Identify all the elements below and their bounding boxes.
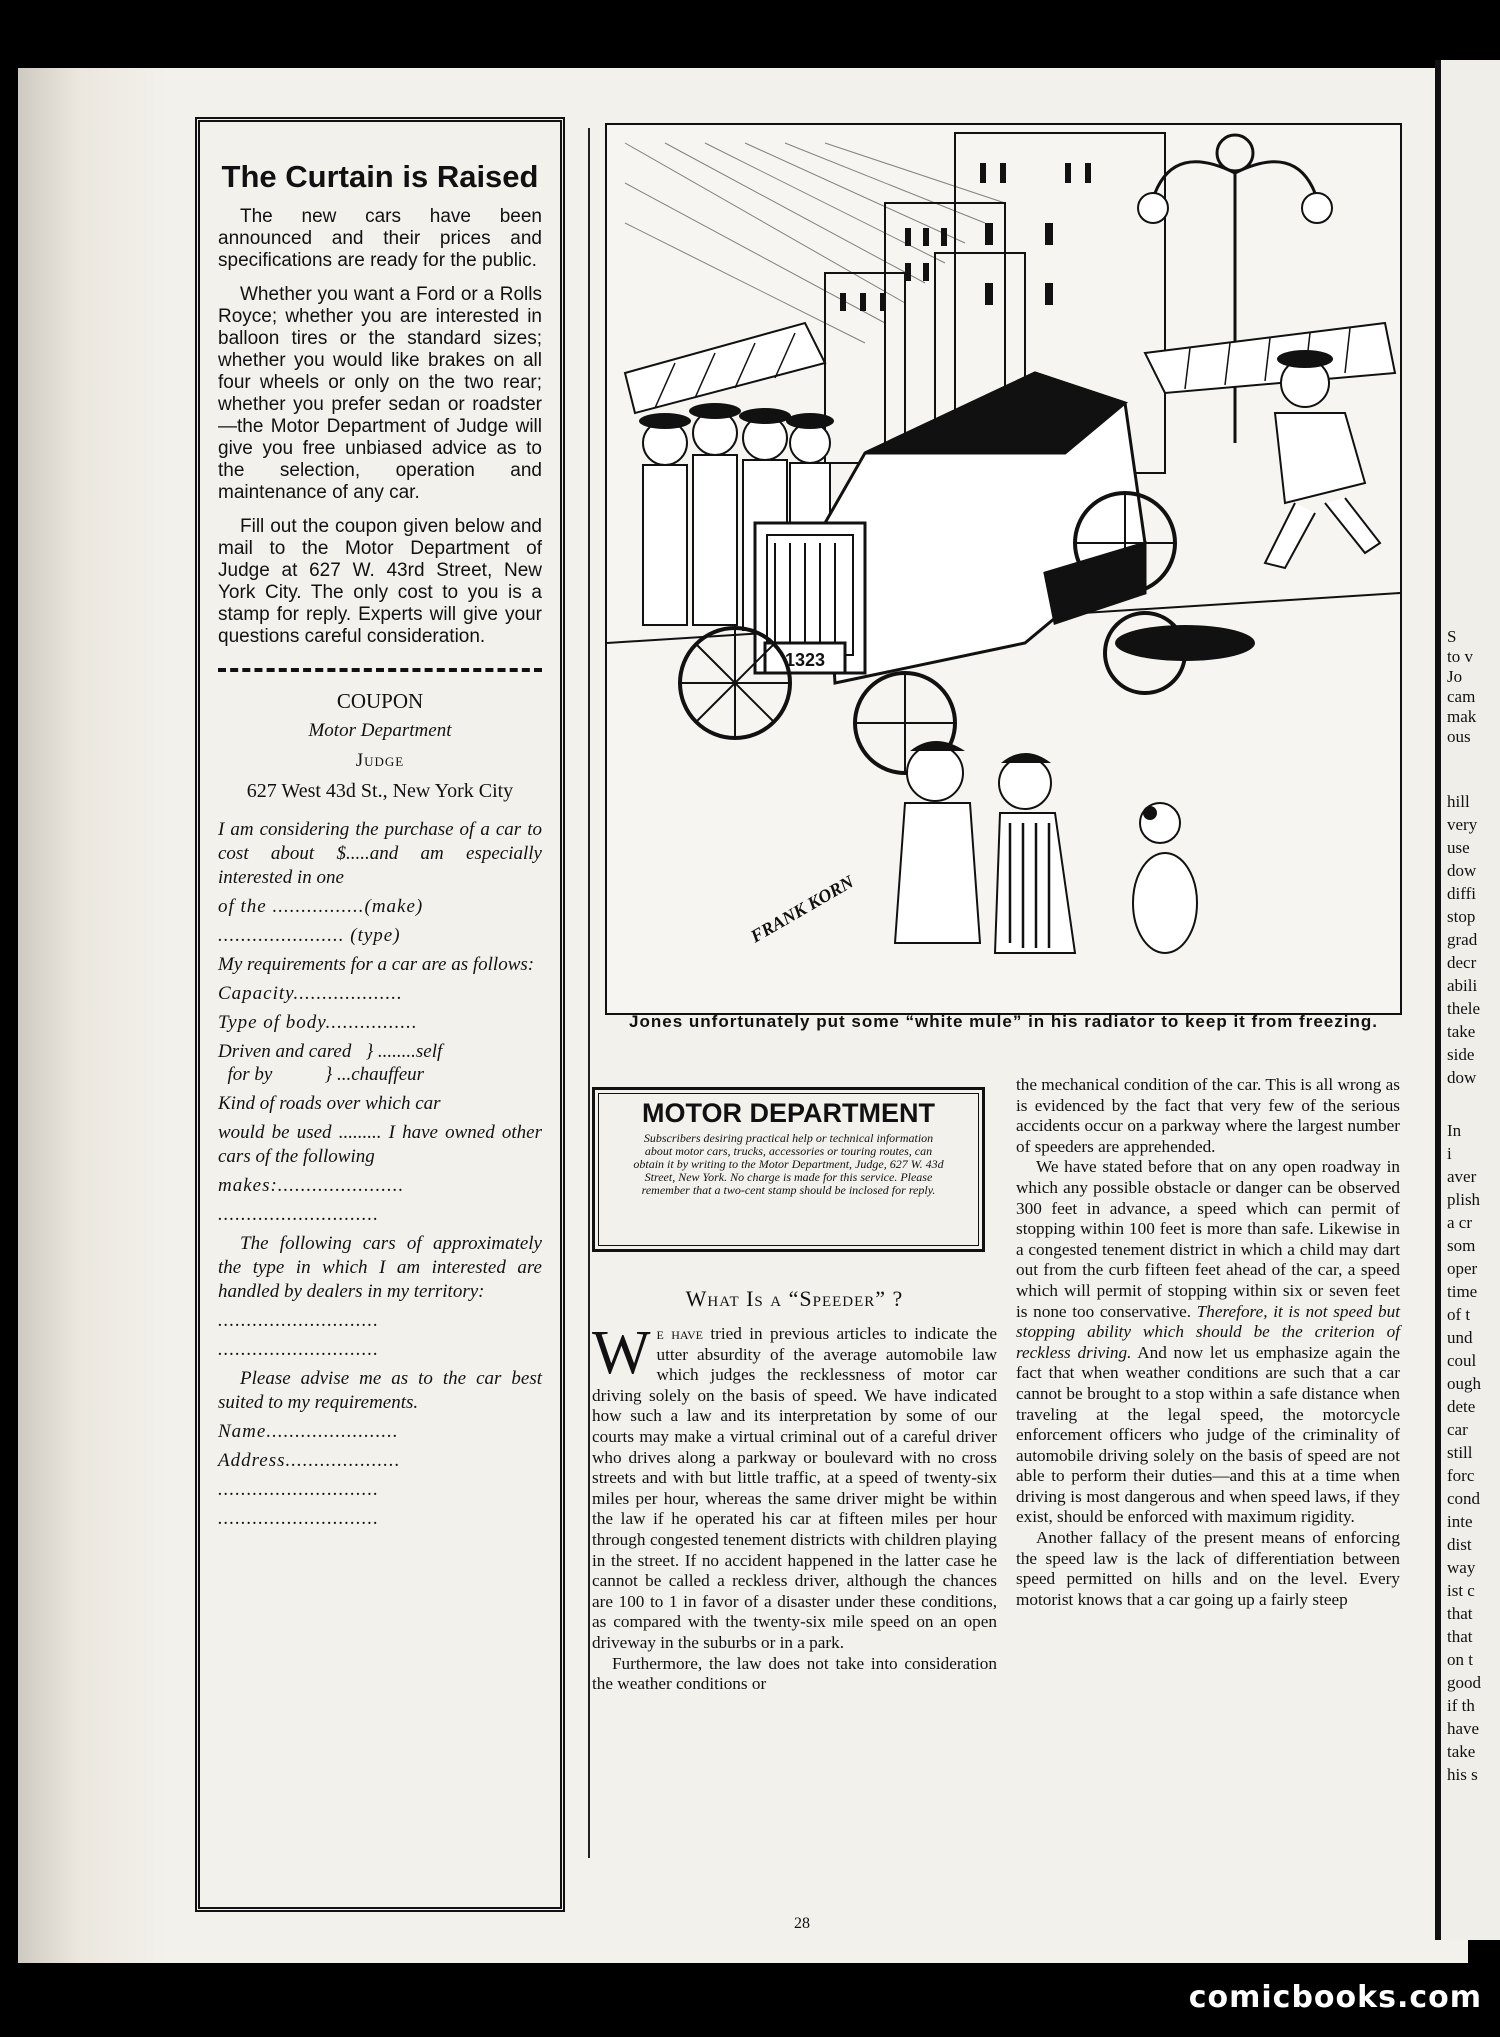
right-page-text-fragment: good (1447, 1673, 1481, 1692)
motor-department-notice: Subscribers desiring practical help or technical information about motor cars, trucks, accessories or touring routes, can obtain it by writing to the Motor Department, Judge, 627 W. 43d Street, New York. No charge is made for this service. Please remember that a two-cent stamp should be inclosed for reply. (633, 1131, 944, 1197)
right-page-text-fragment: mak (1447, 707, 1477, 726)
article-paragraph-4-emphasis: Therefore, it is not speed but stopping ability which should be the criterion of reckless driving. (1016, 1301, 1400, 1362)
cartoon-illustration (605, 123, 1402, 1015)
right-page-text-fragment: very (1447, 815, 1478, 834)
form-address-field-2[interactable]: ............................ (218, 1479, 379, 1500)
coupon-title: COUPON (336, 689, 424, 713)
right-page-text-fragment: that (1447, 1604, 1473, 1623)
right-page-text-fragment: if th (1447, 1696, 1475, 1715)
right-page-text-fragment: thele (1447, 999, 1481, 1018)
right-page-text-fragment: of t (1447, 1305, 1471, 1324)
ad-paragraph-1: The new cars have been announced and their prices and specifications are ready for the public. (218, 206, 542, 271)
form-dealers-field-2[interactable]: ............................ (218, 1339, 379, 1360)
right-page-text-fragment: som (1447, 1236, 1476, 1255)
article-column-2 (1016, 1075, 1400, 1610)
article-paragraph-3: the mechanical condition of the car. This is all wrong as is evidenced by the fact that very few of the serious accidents occur on a parkway where the largest number of speeders are apprehended. (1016, 1075, 1400, 1156)
right-page-text-fragment: ous (1447, 727, 1471, 746)
right-page-text-fragment: grad (1447, 930, 1478, 949)
article-paragraph-2: Furthermore, the law does not take into consideration the weather conditions or (592, 1653, 997, 1694)
form-owned-cars-label: would be used ......... I have owned other cars of the following (218, 1122, 542, 1167)
right-page-text-fragment: aver (1447, 1167, 1477, 1186)
form-dealers-field-1[interactable]: ............................ (218, 1310, 379, 1331)
article-body-1 (592, 1319, 998, 1695)
right-page-text-fragment: abili (1447, 976, 1478, 995)
right-page-text-fragment: dow (1447, 1068, 1477, 1087)
site-watermark: comicbooks.com (1188, 1980, 1482, 2015)
form-capacity-field[interactable]: Capacity................... (218, 983, 403, 1004)
right-page-text-fragment: use (1447, 838, 1470, 857)
article-paragraph-4c: And now let us emphasize again the fact that when weather conditions are such that a car cannot be brought to a stop within a safe distance when traveling at the legal speed, the motorcycle enforcement officers who judge of the criminality of automobile driving solely on the basis of speed are not able to perform their duties—and this at a time when driving is most dangerous and when speed laws, if they exist, should be enforced with maximum rigidity. (1016, 1342, 1400, 1527)
right-page-text-fragment: coul (1447, 1351, 1477, 1370)
right-page-text-fragment: ough (1447, 1374, 1481, 1393)
right-page-text-fragment: still (1447, 1443, 1473, 1462)
article-paragraph-1: tried in previous articles to indicate the utter absurdity of the average automobile law which judges the recklessness of motor car driving solely on the basis of speed. We have indicated how such a law and its interpretation by some of our courts may make a virtual criminal out of a careful driver who drives along a parkway or boulevard with no cross streets and with but little traffic, at a speed of twenty-six miles per hour, whereas the same driver might be within the law if he operated his car at fifteen miles per hour through congested tenement districts with children playing in the street. If no accident happened in the latter case he cannot be called a reckless driver, although the chances are 100 to 1 in favor of a disaster under these conditions, as compared with the twenty-six mile speed on an open driveway in the suburbs or in a park. (592, 1324, 998, 1652)
right-page-text-fragment: dow (1447, 861, 1477, 880)
article-paragraph-4a: We have stated before that on any open roadway in which any possible obstacle or danger can be observed 300 feet in advance, a speed which can permit of stopping within 100 feet is more than safe. Likewise in a congested tenement district in which a child may dart out from the curb fifteen feet ahead of the car, a speed which will permit of stopping within six or seven feet is none too conservative. (1016, 1157, 1400, 1321)
article-column-1 (592, 1280, 997, 1695)
article-paragraph-5: Another fallacy of the present means of enforcing the speed law is the lack of differentiation between speed permitted on hills and on the level. Every motorist knows that a car going up a fairly steep (1016, 1528, 1400, 1609)
form-makes-field[interactable]: makes:...................... (218, 1175, 405, 1196)
form-make-field[interactable]: of the ................(make) (218, 896, 424, 917)
page-number: 28 (794, 1915, 810, 1932)
coupon-form (218, 818, 542, 1531)
right-page-text-fragment: forc (1447, 1466, 1475, 1485)
right-page-text-fragment: stop (1447, 907, 1476, 926)
right-page-text-fragment: decr (1447, 953, 1477, 972)
form-makes-field-2[interactable]: ............................ (218, 1204, 379, 1225)
license-plate: 1323 (784, 650, 826, 670)
ad-title: The Curtain is Raised (221, 159, 539, 194)
coupon-dept: Motor Department (308, 720, 452, 741)
article-lead: e have (656, 1324, 704, 1343)
ad-paragraph-3: Fill out the coupon given below and mail to the Motor Department of Judge at 627 W. 43rd Street, New York City. The only cost to you is a stamp for reply. Experts will give your questions careful consideration. (218, 516, 542, 647)
right-page-text-fragment: oper (1447, 1259, 1478, 1278)
right-page-text-fragment: his s (1447, 1765, 1478, 1784)
form-address-field[interactable]: Address.................... (218, 1450, 401, 1471)
cut-line-divider (218, 668, 542, 672)
ad-paragraph-2: Whether you want a Ford or a Rolls Royce; whether you are interested in balloon tires or the standard sizes; whether you would like brakes on all four wheels or only on the two rear; whether you prefer sedan or roadster—the Motor Department of Judge will give you free unbiased advice as to the selection, operation and maintenance of any car. (218, 284, 542, 503)
right-page-text-fragment: Jo (1447, 667, 1463, 686)
form-dealers-label: The following cars of approximately the type in which I am interested are handled by dealers in my territory: (218, 1233, 542, 1302)
right-page-text-fragment: time (1447, 1282, 1478, 1301)
right-page-text-fragment: In (1447, 1121, 1462, 1140)
page-binding-edge (18, 68, 168, 1963)
form-driven-by-chauffeur[interactable]: for by } ...chauffeur (218, 1064, 425, 1085)
right-page-text-fragment: have (1447, 1719, 1480, 1738)
form-type-field[interactable]: ...................... (type) (218, 925, 401, 946)
right-page-text-fragment: side (1447, 1045, 1475, 1064)
right-page-text-fragment: dist (1447, 1535, 1472, 1554)
form-requirements-label: My requirements for a car are as follows: (218, 954, 535, 975)
right-page-text-fragment: inte (1447, 1512, 1473, 1531)
right-page-text-fragment: cond (1447, 1489, 1481, 1508)
right-page-text-fragment: take (1447, 1742, 1476, 1761)
illustration-caption: Jones unfortunately put some “white mule” in his radiator to keep it from freezing. (629, 1012, 1378, 1031)
coupon-address: 627 West 43d St., New York City (246, 780, 514, 802)
form-roads-label: Kind of roads over which car (218, 1093, 441, 1114)
right-page-text-fragment: diffi (1447, 884, 1476, 903)
right-page-text-fragment: S (1447, 627, 1457, 646)
right-page-text-fragment: und (1447, 1328, 1473, 1347)
form-name-field[interactable]: Name....................... (218, 1421, 399, 1442)
right-page-text-fragment: i (1447, 1144, 1452, 1163)
right-page-text-fragment: that (1447, 1627, 1473, 1646)
form-purchase-line[interactable]: I am considering the purchase of a car to cost about $.....and am especially interested in one (218, 819, 542, 888)
right-page-text-fragment: car (1447, 1420, 1468, 1439)
adjacent-page-fragment (1435, 60, 1500, 1940)
form-advise-label: Please advise me as to the car best suited to my requirements. (218, 1368, 542, 1413)
form-driven-by-self[interactable]: Driven and cared } ........self (218, 1041, 443, 1062)
right-page-text-fragment: a cr (1447, 1213, 1473, 1232)
form-address-field-3[interactable]: ............................ (218, 1508, 379, 1529)
column-rule (588, 128, 590, 1858)
right-page-text-fragment: to v (1447, 647, 1473, 666)
artist-signature: FRANK KORN (747, 871, 858, 947)
drop-cap: W (592, 1319, 651, 1387)
right-page-text-fragment: ist c (1447, 1581, 1475, 1600)
form-body-type-field[interactable]: Type of body................ (218, 1012, 418, 1033)
right-page-text-fragment: plish (1447, 1190, 1481, 1209)
coupon-magazine: Judge (355, 750, 405, 771)
right-page-text-fragment: hill (1447, 792, 1470, 811)
right-page-text-fragment: dete (1447, 1397, 1476, 1416)
article-title: What Is a “Speeder” ? (685, 1286, 904, 1311)
right-page-text-fragment: take (1447, 1022, 1476, 1041)
motor-department-box (592, 1087, 985, 1252)
right-page-text-fragment: way (1447, 1558, 1476, 1577)
coupon-advertisement-box (195, 117, 565, 1912)
right-page-text-fragment: on t (1447, 1650, 1473, 1669)
article-body-2 (1016, 1075, 1400, 1610)
right-page-text-fragment: cam (1447, 687, 1476, 706)
motor-department-title: MOTOR DEPARTMENT (642, 1098, 935, 1128)
